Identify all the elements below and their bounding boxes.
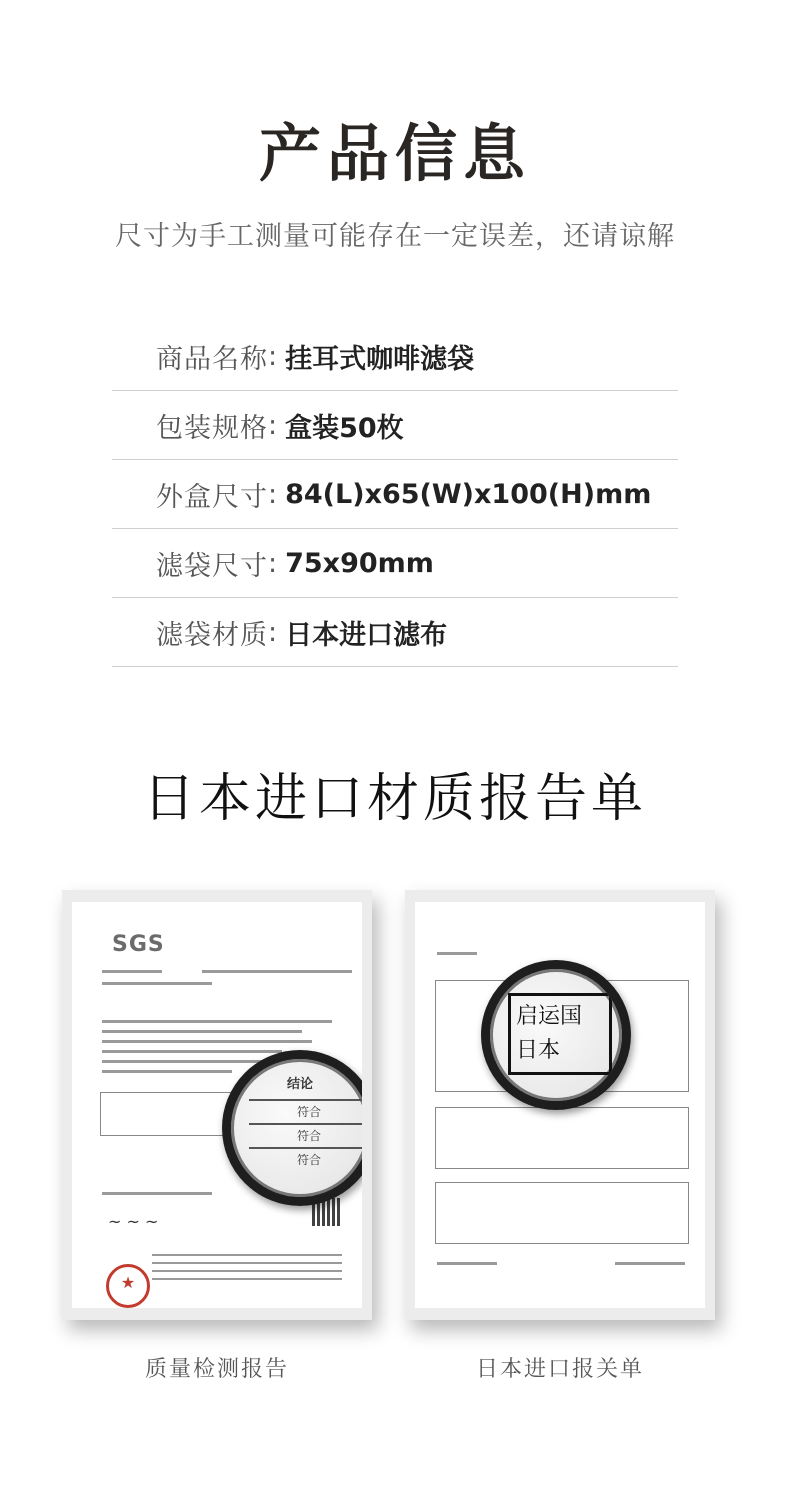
doc-table	[435, 1182, 689, 1244]
customs-declaration-caption: 日本进口报关单	[475, 1357, 644, 1382]
quality-report-caption: 质量检测报告	[144, 1357, 289, 1382]
lens-row: 符合	[249, 1147, 362, 1171]
lens-heading: 结论	[286, 1077, 313, 1092]
doc-line	[152, 1278, 342, 1280]
doc-line	[152, 1254, 342, 1256]
spec-key: 滤袋尺寸	[156, 550, 268, 582]
doc-line	[102, 1070, 232, 1073]
spec-value: 盒装50枚	[285, 412, 404, 444]
spec-list	[112, 322, 678, 667]
spec-row-name	[112, 322, 678, 391]
spec-value: 75x90mm	[285, 547, 434, 579]
spec-value: 84(L)x65(W)x100(H)mm	[285, 478, 652, 510]
spec-row-package	[112, 391, 678, 460]
doc-line	[615, 1262, 685, 1265]
lens-row: 符合	[249, 1099, 362, 1123]
doc-line	[102, 1020, 332, 1023]
quality-report-frame	[62, 890, 372, 1320]
doc-line	[102, 982, 212, 985]
spec-row-material	[112, 598, 678, 667]
spec-key: 商品名称	[156, 343, 268, 375]
spec-separator: :	[268, 616, 278, 648]
spec-value: 日本进口滤布	[285, 619, 448, 651]
customs-declaration-frame	[405, 890, 715, 1320]
spec-key: 包装规格	[156, 412, 268, 444]
spec-key: 外盒尺寸	[156, 481, 268, 513]
customs-declaration-document	[415, 902, 705, 1308]
lens-line: 启运国	[516, 1004, 583, 1029]
spec-row-bag-size	[112, 529, 678, 598]
spec-separator: :	[268, 340, 278, 372]
magnifier-lens	[222, 1050, 362, 1206]
spec-value: 挂耳式咖啡滤袋	[285, 343, 475, 375]
signature: ~ ~ ~	[108, 1212, 159, 1231]
spec-separator: :	[268, 547, 278, 579]
spec-row-box-size	[112, 460, 678, 529]
spec-key: 滤袋材质	[156, 619, 268, 651]
doc-line	[437, 952, 477, 955]
spec-separator: :	[268, 478, 278, 510]
lens-row: 符合	[249, 1123, 362, 1147]
doc-table	[100, 1092, 242, 1136]
sgs-logo: SGS	[112, 932, 165, 957]
doc-line	[102, 1060, 262, 1063]
doc-line	[152, 1262, 342, 1264]
doc-line	[102, 970, 162, 973]
doc-line	[102, 1040, 312, 1043]
red-seal	[106, 1264, 150, 1308]
doc-line	[202, 970, 352, 973]
doc-line	[102, 1030, 302, 1033]
doc-line	[102, 1192, 212, 1195]
spec-separator: :	[268, 409, 278, 441]
doc-line	[437, 1262, 497, 1265]
reports-title: 日本进口材质报告单	[142, 769, 647, 829]
quality-report-document	[72, 902, 362, 1308]
doc-line	[152, 1270, 342, 1272]
doc-line	[102, 1050, 282, 1053]
page-subtitle: 尺寸为手工测量可能存在一定误差，还请谅解	[115, 221, 675, 252]
lens-line: 日本	[516, 1038, 561, 1063]
doc-table	[435, 1107, 689, 1169]
magnifier-lens	[481, 960, 631, 1110]
page-title: 产品信息	[258, 117, 531, 190]
